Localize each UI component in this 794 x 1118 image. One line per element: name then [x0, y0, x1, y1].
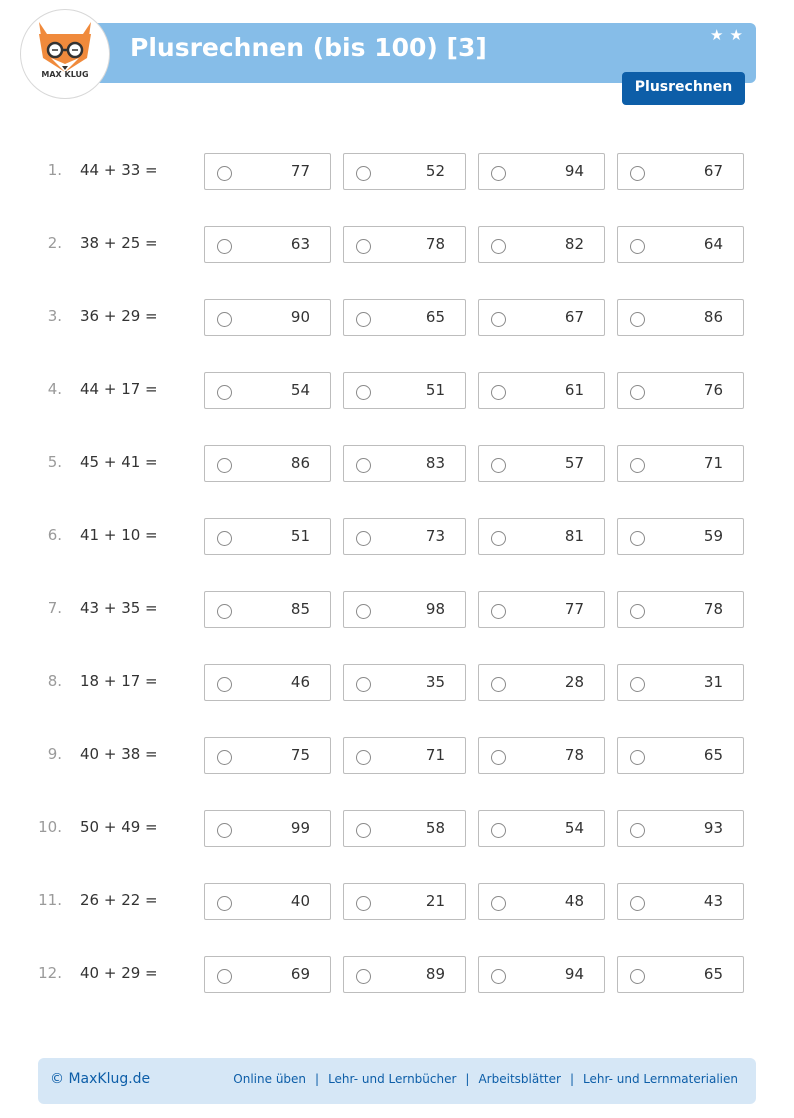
page-title: Plusrechnen (bis 100) [3]: [130, 33, 487, 62]
problem-row: [0, 153, 794, 193]
answer-option[interactable]: [343, 445, 466, 482]
radio-circle-icon[interactable]: [217, 604, 232, 619]
answer-value: 81: [564, 527, 584, 545]
answer-option[interactable]: [478, 153, 605, 190]
radio-circle-icon[interactable]: [630, 239, 645, 254]
radio-circle-icon[interactable]: [491, 458, 506, 473]
radio-circle-icon[interactable]: [491, 750, 506, 765]
answer-option[interactable]: [343, 737, 466, 774]
problem-number: 2.: [47, 234, 62, 252]
answer-option[interactable]: [617, 956, 744, 993]
answer-option[interactable]: [204, 591, 331, 628]
radio-circle-icon[interactable]: [491, 604, 506, 619]
answer-option[interactable]: [343, 664, 466, 701]
answer-option[interactable]: [478, 956, 605, 993]
answer-option[interactable]: [204, 883, 331, 920]
radio-circle-icon[interactable]: [356, 239, 371, 254]
answer-value: 46: [290, 673, 310, 691]
problem-expression: 45 + 41 =: [80, 453, 158, 471]
answer-option[interactable]: [478, 445, 605, 482]
footer-copyright: © MaxKlug.de: [50, 1071, 151, 1087]
radio-circle-icon[interactable]: [356, 458, 371, 473]
answer-option[interactable]: [617, 883, 744, 920]
radio-circle-icon[interactable]: [217, 385, 232, 400]
answer-value: 89: [425, 965, 445, 983]
radio-circle-icon[interactable]: [217, 239, 232, 254]
answer-option[interactable]: [204, 299, 331, 336]
problem-row: [0, 372, 794, 412]
footer-separator: |: [569, 1072, 574, 1086]
answer-option[interactable]: [343, 956, 466, 993]
problem-row: [0, 226, 794, 266]
radio-circle-icon[interactable]: [356, 896, 371, 911]
footer: [38, 1058, 756, 1104]
maxklug-logo: [20, 9, 110, 99]
radio-circle-icon[interactable]: [491, 823, 506, 838]
radio-circle-icon[interactable]: [217, 677, 232, 692]
answer-option[interactable]: [617, 299, 744, 336]
footer-link-online[interactable]: Online üben: [233, 1072, 307, 1086]
answer-value: 67: [564, 308, 584, 326]
problem-expression: 36 + 29 =: [80, 307, 158, 325]
footer-link-worksheets[interactable]: Arbeitsblätter: [478, 1072, 561, 1086]
answer-value: 43: [703, 892, 723, 910]
answer-option[interactable]: [617, 153, 744, 190]
answer-value: 21: [425, 892, 445, 910]
radio-circle-icon[interactable]: [491, 677, 506, 692]
radio-circle-icon[interactable]: [491, 166, 506, 181]
answer-option[interactable]: [617, 810, 744, 847]
answer-option[interactable]: [204, 153, 331, 190]
radio-circle-icon[interactable]: [217, 969, 232, 984]
answer-value: 86: [290, 454, 310, 472]
answer-option[interactable]: [343, 883, 466, 920]
answer-option[interactable]: [478, 591, 605, 628]
radio-circle-icon[interactable]: [630, 531, 645, 546]
answer-option[interactable]: [478, 737, 605, 774]
footer-separator: |: [465, 1072, 470, 1086]
answer-value: 52: [425, 162, 445, 180]
answer-value: 54: [564, 819, 584, 837]
answer-option[interactable]: [343, 591, 466, 628]
problem-row: [0, 518, 794, 558]
radio-circle-icon[interactable]: [217, 531, 232, 546]
answer-option[interactable]: [343, 153, 466, 190]
footer-link-materials[interactable]: Lehr- und Lernmaterialien: [582, 1072, 738, 1086]
problem-expression: 40 + 38 =: [80, 745, 158, 763]
radio-circle-icon[interactable]: [217, 458, 232, 473]
problem-expression: 41 + 10 =: [80, 526, 158, 544]
radio-circle-icon[interactable]: [356, 166, 371, 181]
answer-value: 65: [425, 308, 445, 326]
answer-value: 65: [703, 965, 723, 983]
problem-row: [0, 883, 794, 923]
radio-circle-icon[interactable]: [630, 969, 645, 984]
radio-circle-icon[interactable]: [217, 166, 232, 181]
problem-row: [0, 299, 794, 339]
radio-circle-icon[interactable]: [356, 385, 371, 400]
radio-circle-icon[interactable]: [356, 750, 371, 765]
difficulty-stars: ★★: [710, 26, 749, 44]
answer-value: 83: [425, 454, 445, 472]
radio-circle-icon[interactable]: [491, 969, 506, 984]
answer-option[interactable]: [617, 372, 744, 409]
answer-option[interactable]: [204, 810, 331, 847]
answer-value: 94: [564, 162, 584, 180]
radio-circle-icon[interactable]: [491, 531, 506, 546]
problem-number: 11.: [38, 891, 62, 909]
answer-value: 86: [703, 308, 723, 326]
answer-value: 77: [290, 162, 310, 180]
answer-option[interactable]: [478, 810, 605, 847]
problem-expression: 26 + 22 =: [80, 891, 158, 909]
answer-option[interactable]: [343, 226, 466, 263]
radio-circle-icon[interactable]: [630, 750, 645, 765]
answer-value: 78: [564, 746, 584, 764]
radio-circle-icon[interactable]: [217, 312, 232, 327]
problem-expression: 44 + 33 =: [80, 161, 158, 179]
answer-value: 28: [564, 673, 584, 691]
answer-option[interactable]: [343, 518, 466, 555]
problem-expression: 43 + 35 =: [80, 599, 158, 617]
fox-icon: [21, 10, 109, 98]
answer-option[interactable]: [617, 664, 744, 701]
answer-value: 67: [703, 162, 723, 180]
answer-option[interactable]: [478, 226, 605, 263]
problem-expression: 38 + 25 =: [80, 234, 158, 252]
answer-value: 58: [425, 819, 445, 837]
problem-number: 8.: [47, 672, 62, 690]
answer-value: 73: [425, 527, 445, 545]
problem-expression: 50 + 49 =: [80, 818, 158, 836]
problem-expression: 40 + 29 =: [80, 964, 158, 982]
answer-value: 65: [703, 746, 723, 764]
radio-circle-icon[interactable]: [630, 604, 645, 619]
answer-option[interactable]: [617, 226, 744, 263]
answer-option[interactable]: [617, 737, 744, 774]
answer-option[interactable]: [343, 372, 466, 409]
answer-value: 93: [703, 819, 723, 837]
problem-number: 10.: [38, 818, 62, 836]
problem-number: 5.: [47, 453, 62, 471]
radio-circle-icon[interactable]: [630, 312, 645, 327]
answer-value: 71: [425, 746, 445, 764]
problem-number: 6.: [47, 526, 62, 544]
answer-option[interactable]: [478, 883, 605, 920]
answer-value: 98: [425, 600, 445, 618]
problem-row: [0, 737, 794, 777]
answer-value: 99: [290, 819, 310, 837]
answer-option[interactable]: [478, 372, 605, 409]
radio-circle-icon[interactable]: [630, 896, 645, 911]
answer-value: 31: [703, 673, 723, 691]
problem-number: 4.: [47, 380, 62, 398]
radio-circle-icon[interactable]: [491, 239, 506, 254]
radio-circle-icon[interactable]: [356, 604, 371, 619]
answer-option[interactable]: [478, 299, 605, 336]
radio-circle-icon[interactable]: [630, 166, 645, 181]
radio-circle-icon[interactable]: [491, 312, 506, 327]
answer-value: 94: [564, 965, 584, 983]
radio-circle-icon[interactable]: [356, 312, 371, 327]
radio-circle-icon[interactable]: [217, 823, 232, 838]
logo-text: MAX KLUG: [41, 70, 89, 79]
answer-option[interactable]: [204, 518, 331, 555]
answer-option[interactable]: [478, 518, 605, 555]
radio-circle-icon[interactable]: [630, 458, 645, 473]
radio-circle-icon[interactable]: [630, 677, 645, 692]
answer-value: 61: [564, 381, 584, 399]
answer-option[interactable]: [343, 299, 466, 336]
answer-value: 54: [290, 381, 310, 399]
problem-row: [0, 591, 794, 631]
answer-value: 64: [703, 235, 723, 253]
problem-expression: 18 + 17 =: [80, 672, 158, 690]
problem-number: 7.: [47, 599, 62, 617]
problem-number: 3.: [47, 307, 62, 325]
problem-row: [0, 810, 794, 850]
answer-value: 35: [425, 673, 445, 691]
answer-value: 59: [703, 527, 723, 545]
answer-value: 78: [425, 235, 445, 253]
answer-option[interactable]: [204, 664, 331, 701]
footer-separator: |: [315, 1072, 320, 1086]
answer-option[interactable]: [204, 445, 331, 482]
radio-circle-icon[interactable]: [630, 823, 645, 838]
answer-option[interactable]: [204, 372, 331, 409]
answer-option[interactable]: [617, 445, 744, 482]
answer-option[interactable]: [343, 810, 466, 847]
answer-option[interactable]: [204, 226, 331, 263]
problem-number: 9.: [47, 745, 62, 763]
radio-circle-icon[interactable]: [491, 385, 506, 400]
answer-value: 51: [290, 527, 310, 545]
answer-option[interactable]: [617, 518, 744, 555]
problem-row: [0, 956, 794, 996]
answer-value: 90: [290, 308, 310, 326]
problem-row: [0, 664, 794, 704]
radio-circle-icon[interactable]: [630, 385, 645, 400]
answer-option[interactable]: [478, 664, 605, 701]
answer-value: 71: [703, 454, 723, 472]
radio-circle-icon[interactable]: [356, 823, 371, 838]
answer-value: 51: [425, 381, 445, 399]
problem-number: 12.: [38, 964, 62, 982]
radio-circle-icon[interactable]: [356, 969, 371, 984]
footer-link-books[interactable]: Lehr- und Lernbücher: [328, 1072, 457, 1086]
answer-value: 57: [564, 454, 584, 472]
answer-option[interactable]: [204, 737, 331, 774]
answer-value: 69: [290, 965, 310, 983]
problem-expression: 44 + 17 =: [80, 380, 158, 398]
answer-value: 76: [703, 381, 723, 399]
radio-circle-icon[interactable]: [217, 750, 232, 765]
answer-value: 85: [290, 600, 310, 618]
radio-circle-icon[interactable]: [356, 531, 371, 546]
answer-option[interactable]: [204, 956, 331, 993]
radio-circle-icon[interactable]: [356, 677, 371, 692]
radio-circle-icon[interactable]: [491, 896, 506, 911]
topic-badge: Plusrechnen: [622, 72, 745, 105]
answer-value: 75: [290, 746, 310, 764]
problem-row: [0, 445, 794, 485]
answer-value: 48: [564, 892, 584, 910]
answer-value: 82: [564, 235, 584, 253]
footer-links: [233, 1072, 738, 1086]
answer-value: 78: [703, 600, 723, 618]
problem-number: 1.: [47, 161, 62, 179]
answer-option[interactable]: [617, 591, 744, 628]
radio-circle-icon[interactable]: [217, 896, 232, 911]
answer-value: 63: [290, 235, 310, 253]
answer-value: 77: [564, 600, 584, 618]
answer-value: 40: [290, 892, 310, 910]
